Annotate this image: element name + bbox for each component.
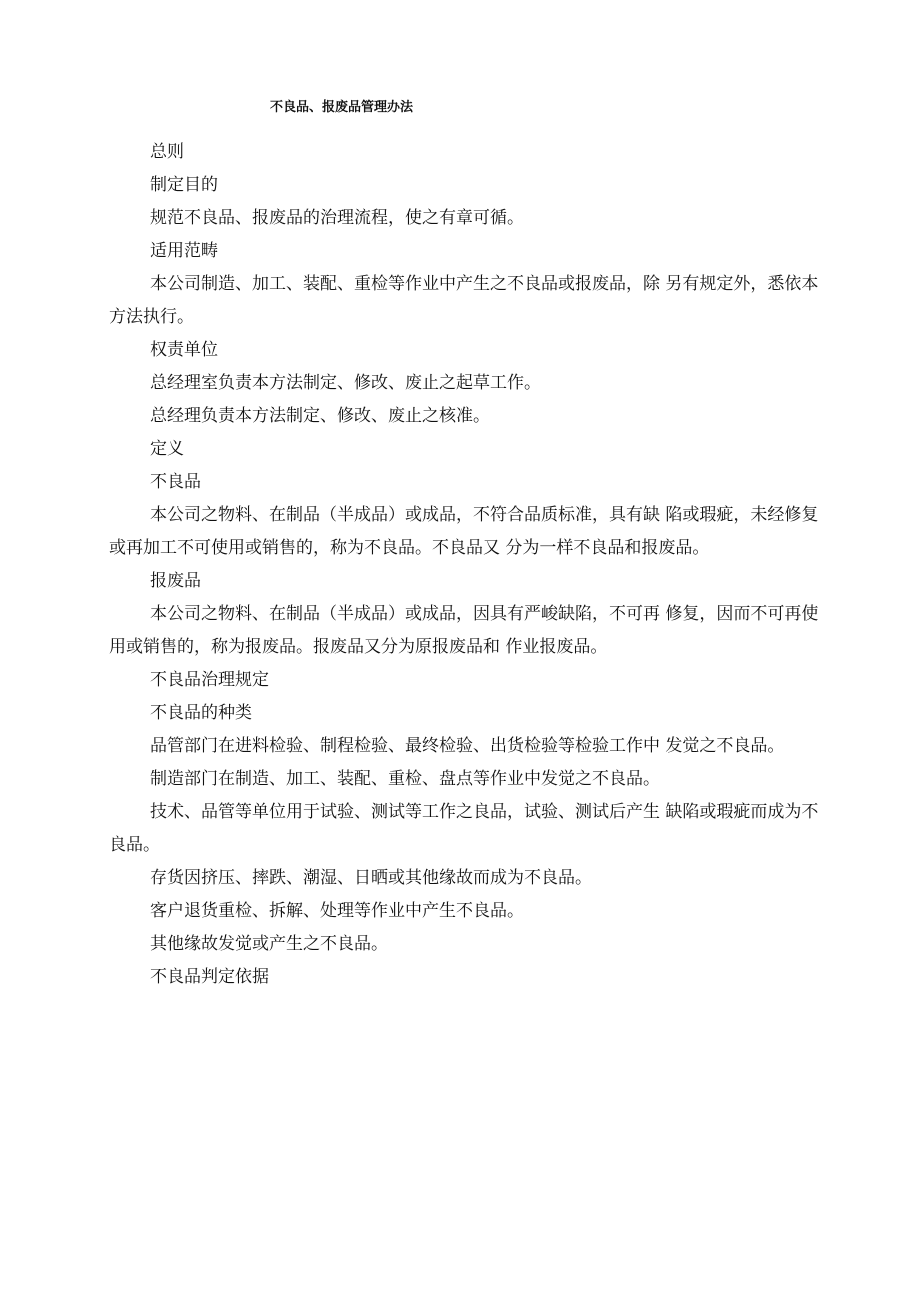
paragraph-responsibility-1: 总经理室负责本方法制定、修改、废止之起草工作。: [150, 373, 541, 393]
heading-general-provisions: 总则: [150, 142, 184, 162]
paragraph-type-6: 其他缘故发觉或产生之不良品。: [150, 934, 388, 954]
heading-defective-types: 不良品的种类: [150, 703, 252, 723]
heading-definitions: 定义: [150, 439, 184, 459]
heading-defective-product: 不良品: [150, 472, 201, 492]
document-title: 不良品、报废品管理办法: [270, 100, 414, 115]
paragraph-type-1: 品管部门在进料检验、制程检验、最终检验、出货检验等检验工作中 发觉之不良品。: [150, 736, 785, 756]
paragraph-defective-definition: 本公司之物料、在制品（半成品）或成品，不符合品质标准，具有缺 陷或瑕疵，未经修复或再加工不可使用或销售的，称为不良品。不良品又 分为一样不良品和报废品。: [109, 505, 819, 558]
heading-responsibility: 权责单位: [150, 340, 218, 360]
paragraph-purpose: 规范不良品、报废品的治理流程，使之有章可循。: [150, 208, 524, 228]
paragraph-type-2: 制造部门在制造、加工、装配、重检、盘点等作业中发觉之不良品。: [150, 769, 660, 789]
heading-scope: 适用范畴: [150, 241, 218, 261]
paragraph-scrap-definition: 本公司之物料、在制品（半成品）或成品，因具有严峻缺陷，不可再 修复，因而不可再使用或销售的，称为报废品。报废品又分为原报废品和 作业报废品。: [109, 604, 819, 657]
heading-defective-management: 不良品治理规定: [150, 670, 269, 690]
paragraph-scope: 本公司制造、加工、装配、重检等作业中产生之不良品或报废品，除 另有规定外，悉依本方法执行。: [109, 274, 819, 327]
paragraph-responsibility-2: 总经理负责本方法制定、修改、废止之核准。: [150, 406, 490, 426]
heading-judgment-basis: 不良品判定依据: [150, 967, 269, 987]
heading-purpose: 制定目的: [150, 175, 218, 195]
paragraph-type-3: 技术、品管等单位用于试验、测试等工作之良品，试验、测试后产生 缺陷或瑕疵而成为不良品。: [109, 802, 819, 855]
heading-scrap-product: 报废品: [150, 571, 201, 591]
paragraph-type-5: 客户退货重检、拆解、处理等作业中产生不良品。: [150, 901, 524, 921]
document-body: [109, 136, 825, 994]
paragraph-type-4: 存货因挤压、摔跌、潮湿、日晒或其他缘故而成为不良品。: [150, 868, 592, 888]
